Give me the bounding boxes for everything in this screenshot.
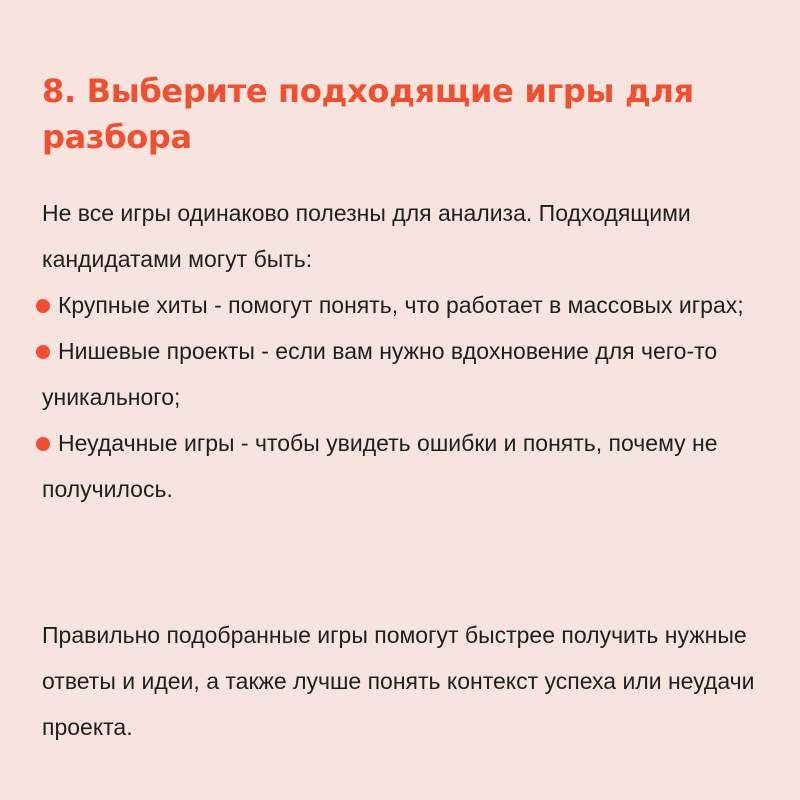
bullet-text: Нишевые проекты - если вам нужно вдохновение для чего-то уникального; (42, 338, 718, 410)
list-item (42, 328, 772, 420)
bullet-text: Неудачные игры - чтобы увидеть ошибки и понять, почему не получилось. (42, 430, 718, 502)
list-item (42, 420, 772, 512)
list-item (42, 282, 772, 328)
conclusion-paragraph: Правильно подобранные игры помогут быстрее получить нужные ответы и идеи, а также лучше понять контекст успеха или неудачи проекта. (42, 622, 755, 740)
bullet-dot-icon (36, 345, 50, 359)
bullet-text: Крупные хиты - помогут понять, что работает в массовых играх; (58, 292, 744, 318)
bullet-list (42, 282, 772, 512)
slide-title: 8. Выберите подходящие игры для разбора (42, 72, 694, 156)
bullet-dot-icon (36, 437, 50, 451)
intro-paragraph: Не все игры одинаково полезны для анализа. Подходящими кандидатами могут быть: (42, 200, 691, 272)
bullet-dot-icon (36, 299, 50, 313)
